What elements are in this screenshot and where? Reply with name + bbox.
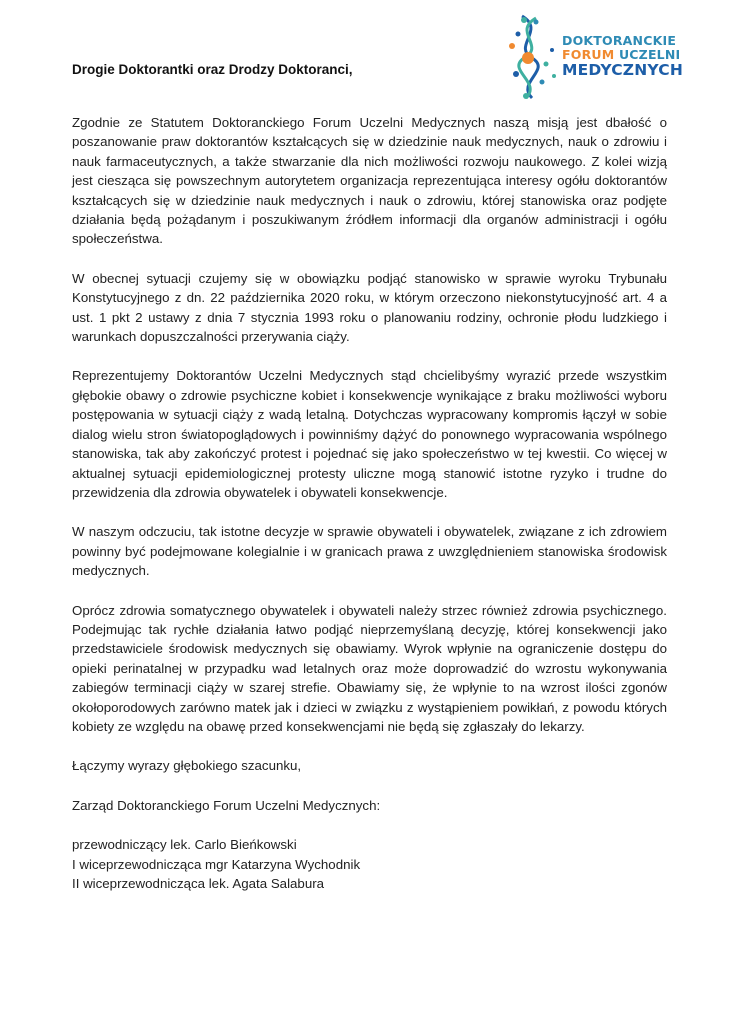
logo-wordmark bbox=[562, 34, 683, 79]
organization-logo bbox=[502, 12, 702, 102]
paragraph-mission: Zgodnie ze Statutem Doktoranckiego Forum Uczelni Medycznych naszą misją jest dbałość o poszanowanie praw doktorantów kształcących się w dziedzinie nauk medycznych, nauk o zdrowiu i nauk farmaceutycznych, a także stwarzanie dla nich możliwości rozwoju naukowego. Z kolei wizją jest ciesząca się powszechnym autorytetem organizacja reprezentująca interesy ogółu doktorantów kształcących się w dziedzinie nauk medycznych i nauk o zdrowiu, której stanowiska oraz podjęte działania będą pożądanym i poszukiwanym źródłem informacji dla organów administracji i ogółu społeczeństwa. bbox=[72, 115, 667, 247]
signer-vice-president-1: I wiceprzewodnicząca mgr Katarzyna Wychodnik bbox=[72, 856, 361, 872]
letter-body bbox=[72, 113, 667, 893]
signer-president: przewodniczący lek. Carlo Bieńkowski bbox=[72, 837, 297, 853]
signers-list bbox=[72, 835, 667, 893]
dna-helix-icon bbox=[502, 12, 562, 102]
logo-word-forum: FORUM bbox=[562, 47, 615, 62]
paragraph-concerns: Reprezentujemy Doktorantów Uczelni Medycznych stąd chcielibyśmy wyrazić przede wszystkim głębokie obawy o zdrowie psychiczne kobiet i konsekwencje wynikające z braku możliwości wyboru postępowania w sytuacji ciąży z wadą letalną. Dotychczas wypracowany kompromis łączył w sobie dialog wielu stron światopoglądowych i powinniśmy dążyć do ponownego wypracowania wspólnego stanowiska, tak aby zakończyć protest i pojednać się jako społeczeństwo w tej kwestii. Co więcej w aktualnej sytuacji epidemiologicznej protesty uliczne mogą stanowić istotne ryzyko i trudne do przewidzenia dla zdrowia obywatelek i obywateli konsekwencje. bbox=[72, 368, 667, 500]
closing-line: Łączymy wyrazy głębokiego szacunku, bbox=[72, 758, 302, 774]
signer-vice-president-2: II wiceprzewodnicząca lek. Agata Salabura bbox=[72, 876, 325, 891]
paragraph-mental-health: Oprócz zdrowia somatycznego obywatelek i obywateli należy strzec również zdrowia psychicznego. Podejmując tak rychłe działania łatwo podjąć nieprzemyślaną decyzję, której konsekwencji jako przedstawiciele środowisk medycznych się obawiamy. Wyrok wpłynie na ograniczenie dostępu do opieki perinatalnej w przypadku wad letalnych oraz może doprowadzić do wzrostu wykonywania zabiegów terminacji ciąży w szarej strefie. Obawiamy się, że wpłynie to na wzrost ilości zgonów okołoporodowych zarówno matek jak i dzieci w związku z wystąpieniem powikłań, z powodu których kobiety ze względu na obawę przed konsekwencjami nie będą się zgłaszały do lekarzy. bbox=[72, 602, 667, 734]
logo-line-1: DOKTORANCKIE bbox=[562, 33, 677, 48]
logo-word-uczelni: UCZELNI bbox=[618, 47, 681, 62]
paragraph-opinion: W naszym odczuciu, tak istotne decyzje w sprawie obywateli i obywatelek, związane z ich zdrowiem powinny być podejmowane kolegialnie i w granicach prawa z uwzględnieniem stanowiska środowisk medycznych. bbox=[72, 524, 667, 579]
logo-line-2 bbox=[562, 48, 683, 62]
letter-greeting: Drogie Doktorantki oraz Drodzy Doktoranci, bbox=[72, 62, 353, 77]
logo-line-3: MEDYCZNYCH bbox=[562, 61, 684, 79]
board-line: Zarząd Doktoranckiego Forum Uczelni Medycznych: bbox=[72, 797, 381, 813]
paragraph-verdict: W obecnej sytuacji czujemy się w obowiązku podjąć stanowisko w sprawie wyroku Trybunału Konstytucyjnego z dn. 22 października 2020 roku, w którym orzeczono niekonstytucyjność art. 4 a ust. 1 pkt 2 ustawy z dnia 7 stycznia 1993 roku o planowaniu rodziny, ochronie płodu ludzkiego i warunkach dopuszczalności przerywania ciąży. bbox=[72, 270, 667, 345]
